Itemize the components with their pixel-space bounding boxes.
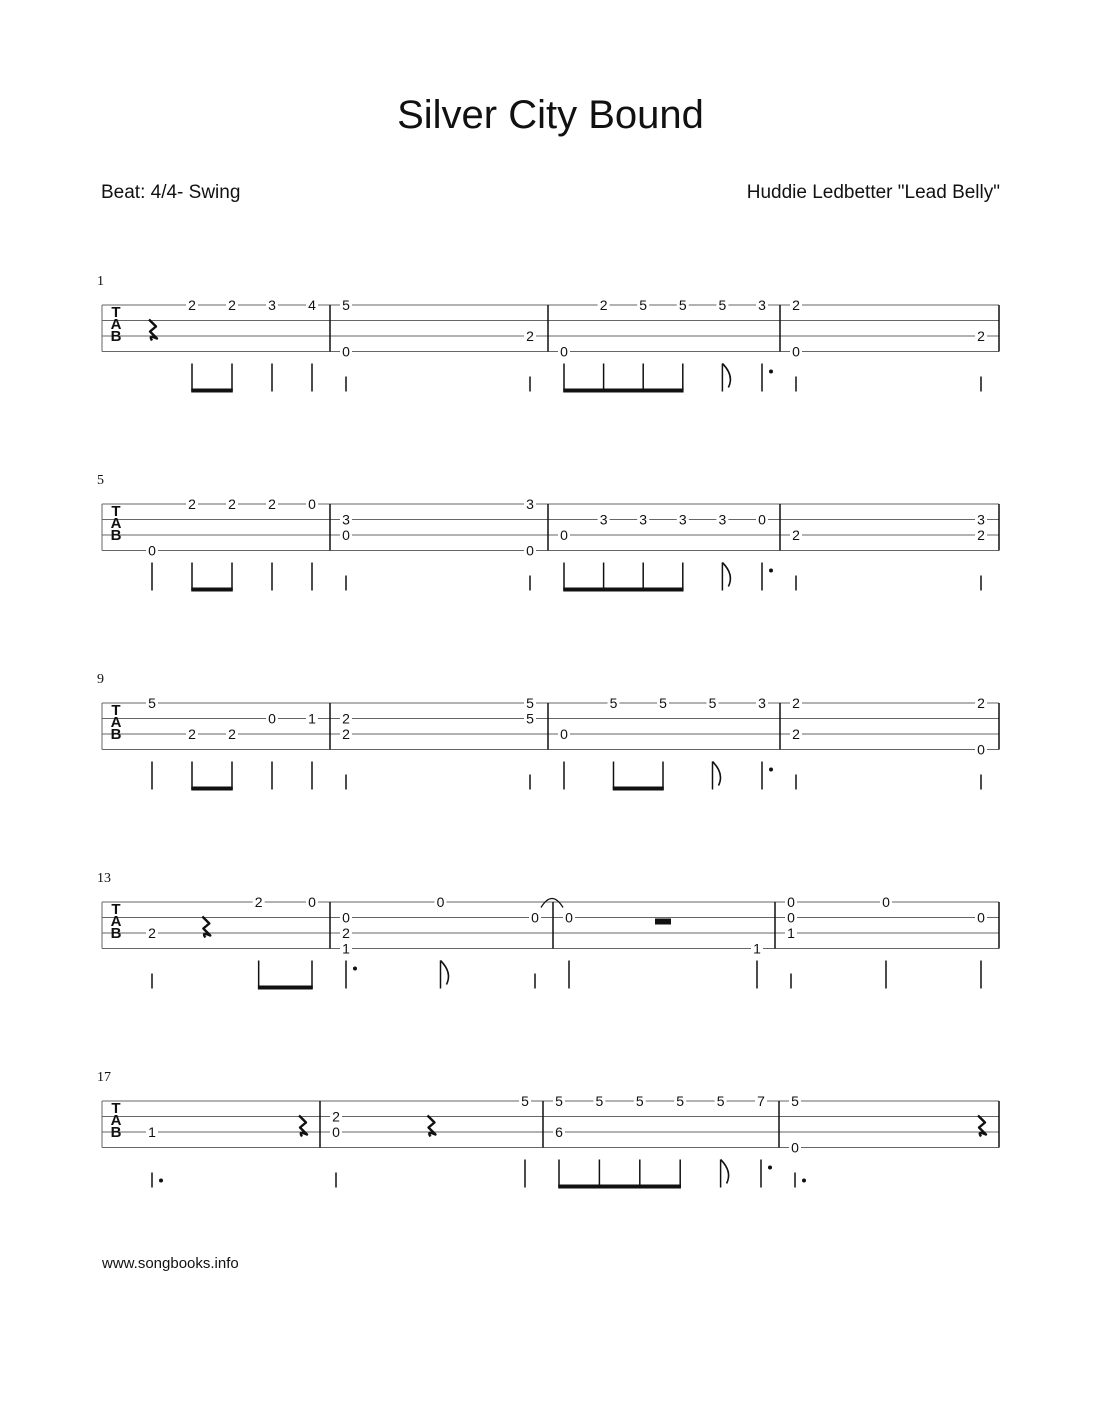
tab-clef-letter: A: [110, 1112, 122, 1129]
fret-number: 3: [977, 511, 985, 528]
tab-clef-letter: A: [110, 316, 122, 333]
fret-number: 0: [332, 1124, 340, 1140]
composer-name: Huddie Ledbetter "Lead Belly": [746, 182, 1000, 203]
fret-number: 3: [758, 695, 766, 711]
fret-number: 5: [526, 695, 534, 711]
tab-clef-letter: B: [110, 527, 122, 544]
quarter-rest: [149, 320, 157, 341]
fret-number: 2: [188, 297, 196, 313]
fret-number: 0: [791, 1139, 799, 1156]
fret-number: 5: [676, 1093, 685, 1109]
fret-number: 2: [188, 726, 196, 742]
rhythm-flag: [721, 1160, 729, 1184]
fret-number: 3: [599, 511, 608, 528]
tab-clef-letter: B: [110, 328, 122, 345]
tab-clef-letter: T: [111, 304, 121, 321]
fret-number: 0: [560, 726, 568, 742]
fret-number: 5: [716, 1093, 725, 1109]
fret-number: 2: [792, 297, 800, 313]
quarter-rest: [202, 917, 210, 938]
fret-number: 6: [555, 1124, 563, 1140]
beat-info: Beat: 4/4- Swing: [101, 182, 241, 203]
fret-number: 5: [791, 1093, 799, 1109]
fret-number: 5: [708, 695, 717, 711]
fret-number: 2: [792, 527, 800, 543]
measure-number: 13: [97, 871, 111, 886]
fret-number: 0: [565, 909, 573, 926]
fret-number: 2: [188, 496, 196, 512]
fret-number: 4: [308, 297, 316, 313]
fret-number: 1: [787, 925, 795, 941]
quarter-rest: [978, 1116, 986, 1137]
fret-number: 2: [342, 925, 350, 941]
tab-clef-letter: T: [111, 1100, 121, 1117]
fret-number: 2: [977, 527, 985, 543]
fret-number: 0: [560, 527, 568, 543]
fret-number: 0: [148, 542, 156, 559]
fret-number: 1: [308, 710, 316, 727]
fret-number: 2: [526, 328, 534, 344]
fret-number: 2: [342, 726, 350, 742]
fret-number: 2: [228, 726, 236, 742]
fret-number: 2: [148, 925, 156, 941]
rhythm-beam: [613, 787, 664, 791]
fret-number: 0: [787, 909, 795, 926]
quarter-rest: [428, 1116, 436, 1137]
fret-number: 2: [342, 710, 350, 727]
fret-number: 2: [228, 297, 236, 313]
rhythm-dot: [769, 768, 773, 772]
measure-number: 5: [97, 473, 104, 488]
rhythm-beam: [258, 986, 313, 990]
fret-number: 0: [787, 894, 795, 910]
half-rest: [655, 919, 671, 925]
fret-number: 2: [268, 496, 276, 512]
fret-number: 5: [639, 297, 648, 313]
tab-clef-letter: B: [110, 925, 122, 942]
fret-number: 0: [758, 511, 766, 528]
fret-number: 0: [531, 909, 539, 926]
tab-clef-letter: A: [110, 913, 122, 930]
rhythm-flag: [441, 961, 449, 985]
fret-number: 7: [757, 1093, 765, 1109]
rhythm-flag: [713, 762, 721, 786]
fret-number: 0: [342, 343, 350, 360]
fret-number: 0: [560, 343, 568, 360]
fret-number: 1: [342, 940, 350, 957]
measure-number: 17: [97, 1070, 111, 1085]
rhythm-beam: [563, 389, 683, 393]
rhythm-beam: [191, 588, 233, 592]
rhythm-beam: [191, 787, 233, 791]
fret-number: 2: [977, 328, 985, 344]
fret-number: 0: [792, 343, 800, 360]
fret-number: 3: [342, 511, 350, 528]
fret-number: 0: [308, 894, 316, 910]
fret-number: 5: [342, 297, 350, 313]
tab-clef-letter: T: [111, 503, 121, 520]
rhythm-beam: [558, 1185, 681, 1189]
rhythm-dot: [802, 1179, 806, 1183]
fret-number: 2: [792, 726, 800, 742]
fret-number: 3: [758, 297, 766, 313]
fret-number: 3: [526, 496, 534, 512]
tab-clef-letter: T: [111, 702, 121, 719]
rhythm-dot: [769, 370, 773, 374]
fret-number: 3: [678, 511, 687, 528]
measure-number: 1: [97, 274, 104, 289]
fret-number: 0: [526, 542, 534, 559]
measure-number: 9: [97, 672, 104, 687]
tab-clef-letter: A: [110, 714, 122, 731]
fret-number: 5: [635, 1093, 644, 1109]
fret-number: 0: [882, 894, 890, 910]
fret-number: 5: [659, 695, 667, 711]
fret-number: 5: [718, 297, 727, 313]
fret-number: 0: [436, 894, 445, 910]
fret-number: 0: [308, 496, 316, 512]
fret-number: 0: [977, 741, 985, 758]
fret-number: 1: [753, 940, 761, 957]
fret-number: 5: [521, 1093, 529, 1109]
fret-number: 2: [792, 695, 800, 711]
fret-number: 0: [977, 909, 985, 926]
rhythm-beam: [563, 588, 683, 592]
tab-clef-letter: B: [110, 726, 122, 743]
fret-number: 0: [342, 527, 350, 543]
rhythm-dot: [353, 967, 357, 971]
tab-clef-letter: B: [110, 1124, 122, 1141]
song-title: Silver City Bound: [397, 93, 704, 137]
fret-number: 2: [977, 695, 985, 711]
quarter-rest: [299, 1116, 307, 1137]
rhythm-dot: [769, 569, 773, 573]
fret-number: 5: [148, 695, 156, 711]
rhythm-flag: [722, 563, 730, 587]
rhythm-beam: [191, 389, 233, 393]
fret-number: 3: [718, 511, 727, 528]
fret-number: 2: [599, 297, 608, 313]
fret-number: 2: [228, 496, 236, 512]
fret-number: 5: [555, 1093, 563, 1109]
tab-clef-letter: T: [111, 901, 121, 918]
rhythm-flag: [722, 364, 730, 388]
rhythm-dot: [768, 1166, 772, 1170]
fret-number: 1: [148, 1124, 156, 1140]
fret-number: 5: [526, 710, 534, 727]
footer-website: www.songbooks.info: [102, 1255, 239, 1272]
fret-number: 5: [609, 695, 618, 711]
fret-number: 2: [332, 1108, 340, 1125]
tab-clef-letter: A: [110, 515, 122, 532]
fret-number: 3: [639, 511, 648, 528]
fret-number: 5: [678, 297, 687, 313]
tie-arc: [541, 899, 563, 908]
fret-number: 0: [342, 909, 350, 926]
fret-number: 2: [254, 894, 263, 910]
fret-number: 3: [268, 297, 276, 313]
rhythm-dot: [159, 1179, 163, 1183]
fret-number: 5: [595, 1093, 604, 1109]
fret-number: 0: [268, 710, 276, 727]
